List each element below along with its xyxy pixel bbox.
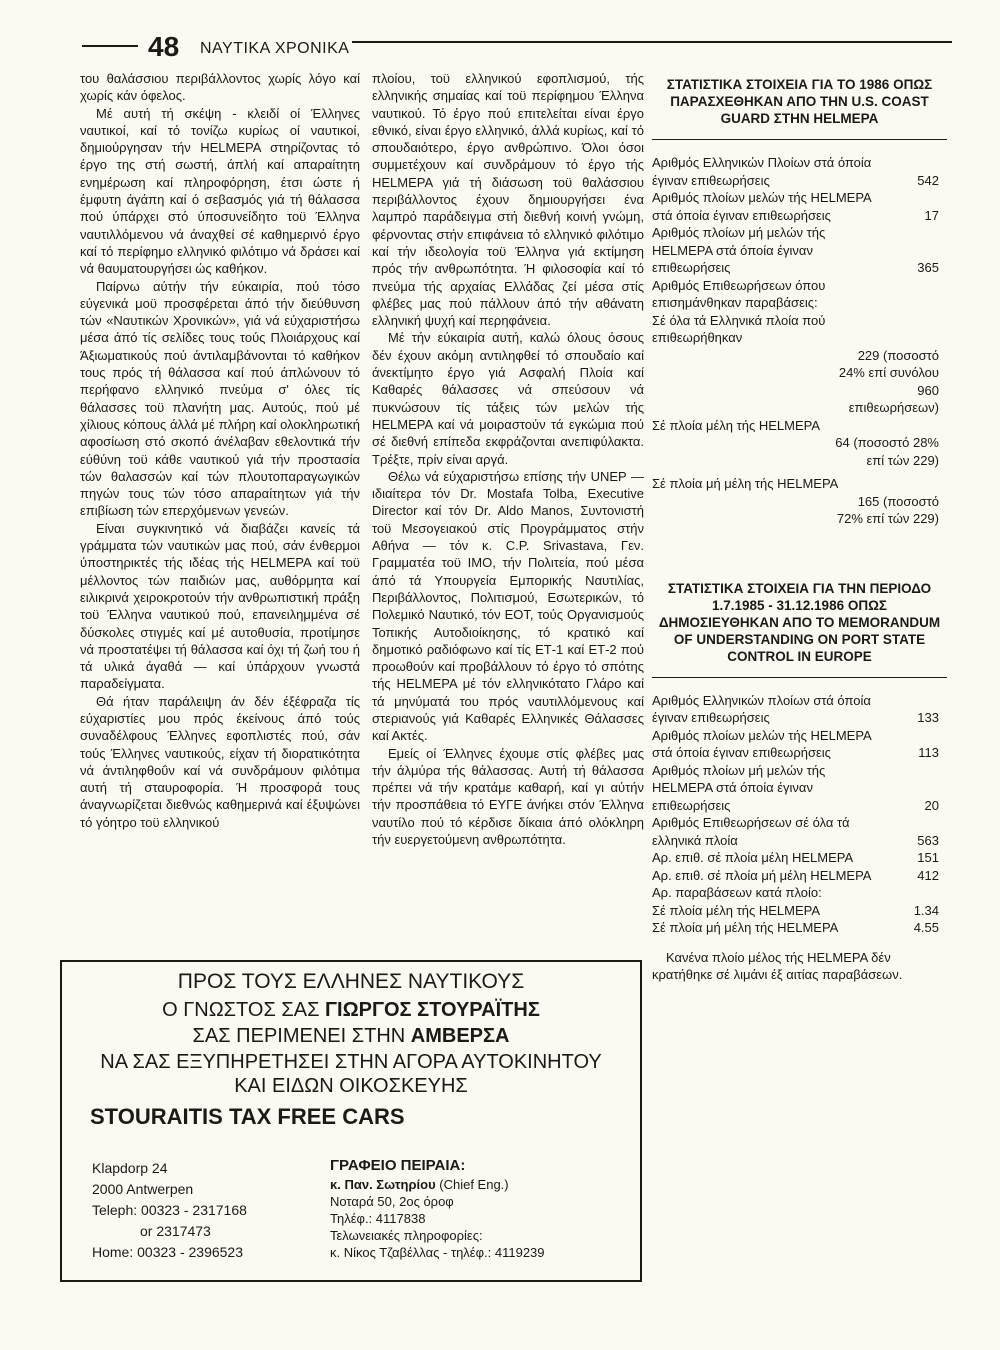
stat-label: Αριθμός Επιθεωρήσεων σέ όλα τά ελληνικά πλοία [652, 815, 850, 848]
paragraph: Εμείς οί Έλληνες έχουμε στίς φλέβες μας τήν άλμύρα τής θάλασσας. Αυτή τή θάλασσα πρέπει νά τήν κρατάμε καθαρή, καί γι αύτήν τήν προσπάθεια τό ΕΥΓΕ άνήκει στόν Έλληνα ναυτίλο πού τό κέρδισε δίκαια άπό ολόκληρη τήν ευεργετούμενη ανθρωπότητα. [372, 745, 644, 848]
stats-port-state-control-title: ΣΤΑΤΙΣΤΙΚΑ ΣΤΟΙΧΕΙΑ ΓΙΑ ΤΗΝ ΠΕΡΙΟΔΟ 1.7.1985 - 31.12.1986 ΟΠΩΣ ΔΗΜΟΣΙΕΥΘΗΚΑΝ ΑΠΟ ΤΟ MEMORANDUM OF UNDERSTANDING ON PORT STATE CONTROL IN EUROPE [658, 580, 941, 664]
stat-label: Σέ πλοία μέλη τής HELMEPA [652, 417, 820, 433]
paragraph: του θαλάσσιου περιβάλλοντος χωρίς λόγο καί χωρίς κάν όφελος. [80, 71, 360, 104]
stat-value: 412 [917, 867, 939, 883]
stat-label: Αρ. παραβάσεων κατά πλοίο: [652, 885, 822, 900]
divider [652, 677, 947, 678]
ad-office-line: Τηλέφ.: 4117838 [330, 1211, 426, 1226]
ad-address-line: or 2317473 [140, 1223, 211, 1239]
stat-label: Αριθμός πλοίων μή μελών τής HELMEPA στά όποία έγιναν επιθεωρήσεις [652, 225, 826, 275]
stat-row [652, 154, 947, 189]
ad-office-line: κ. Νίκος Τζαβέλλας - τηλέφ.: 4119239 [330, 1245, 545, 1260]
ad-line-5: ΚΑΙ ΕΙΔΩΝ ΟΙΚΟΣΚΕΥΗΣ [234, 1075, 468, 1097]
article-column-2 [372, 70, 644, 848]
ad-line-2-prefix: Ο ΓΝΩΣΤΟΣ ΣΑΣ [162, 999, 320, 1021]
stat-row [652, 475, 947, 528]
advertisement-box [60, 960, 642, 1282]
ad-office-line: Νοταρά 50, 2ος όροφ [330, 1194, 454, 1209]
ad-line-4: ΝΑ ΣΑΣ ΕΞΥΠΗΡΕΤΗΣΕΙ ΣΤΗΝ ΑΓΟΡΑ ΑΥΤΟΚΙΝΗΤΟΥ [100, 1051, 602, 1073]
paragraph: Θέλω νά εύχαριστήσω επίσης τήν UNEP — ιδιαίτερα τόν Dr. Mostafa Tolba, Executive Director καί τόν Dr. Aldo Manos, Συντονιστή τοϋ Μεσογειακού στίς Προγράμματος στήν Αθήνα — τόν κ. C.P. Srivastava, Γεν. Γραμματέα τοϋ ΙΜΟ, τήν Πολιτεία, πού μέσα άπό τά Υπουργεία Εμπορικής Ναυτιλίας, Περιβάλλοντος, Πολιτισμού, Εσωτερικών, τό Πολεμικό Ναυτικό, τόν ΕΟΤ, τούς Οργανισμούς Τοπικής Αυτοδιοίκησης, τό κρατικό καί δημοτικό ραδιόφωνο καί τίς ΕΤ-1 καί ΕΤ-2 πού προωθούν καί προβάλλουν τό έργο τό σπότης τής HELMEPA μέ τόν ελληνικότατο Γλάρο καί τά μηνύματά του πρός ναυτιλλόμενους καί στεριανούς γιά Καθαρές Ελληνικές Θάλασσες καί Ακτές. [372, 468, 644, 744]
ad-office-line: Τελωνειακές πληροφορίες: [330, 1228, 483, 1243]
stat-value: 151 [917, 850, 939, 865]
stat-row [652, 867, 947, 885]
ad-headline: ΠΡΟΣ ΤΟΥΣ ΕΛΛΗΝΕΣ ΝΑΥΤΙΚΟΥΣ [177, 970, 525, 993]
stat-row [652, 727, 947, 762]
page-header [82, 30, 952, 64]
stats-closing-note: Κανένα πλοίο μέλος τής HELMEPA δέν κρατήθηκε σέ λιμάνι έξ αιτίας παραβάσεων. [652, 949, 903, 982]
stat-row [652, 919, 947, 937]
stat-value: 542 [917, 172, 939, 188]
stat-row [652, 762, 947, 815]
ad-address-block [92, 1158, 247, 1263]
ad-office-contact-name: κ. Παν. Σωτηρίου [330, 1177, 436, 1192]
stat-row [652, 277, 947, 312]
stat-label: Σέ πλοία μή μέλη τής HELMEPA [652, 476, 839, 491]
ad-brand: STOURAITIS TAX FREE CARS [90, 1104, 405, 1129]
stat-label: Αριθμός Ελληνικών Πλοίων στά όποία έγιναν επιθεωρήσεις [652, 155, 872, 188]
magazine-title: ΝΑΥΤΙΚΑ ΧΡΟΝΙΚΑ [200, 40, 350, 57]
header-rule-left [82, 45, 138, 47]
stat-label: Αριθμός Επιθεωρήσεων όπου επισημάνθηκαν παραβάσεις: [652, 277, 826, 310]
stat-value: 1.34 [913, 902, 939, 918]
ad-piraeus-office [330, 1156, 545, 1261]
stat-row [652, 902, 947, 920]
ad-address-line: Teleph: 00323 - 2317168 [92, 1202, 247, 1218]
stat-value: 229 (ποσοστό 24% επί συνόλου 960 επιθεωρήσεων) [838, 347, 939, 415]
stat-value: 64 (ποσοστό 28% επί τών 229) [835, 435, 939, 468]
ad-line-2 [62, 998, 640, 1022]
ad-person-name: ΓΙΩΡΓΟΣ ΣΤΟΥΡΑΪΤΗΣ [325, 999, 540, 1021]
ad-address-line: Home: 00323 - 2396523 [92, 1244, 243, 1260]
stat-row [652, 312, 947, 417]
paragraph: Παίρνω αύτήν τήν εύκαιρία, πού τόσο εύγενικά μοϋ προσφέρεται άπό τήν διεύθυνση τών «Ναυτικών Χρονικών», γιά νά εύχαριστήσω μέσα άπό τίς σελίδες τους τούς Πλοιάρχους καί Άξιωματικούς πού άντιλαμβάνονται τό καθήκον τους πρός τή θάλασσα καί πού άπλώνουν τό περήφανο ελληνικό πνεύμα σ' όλες τίς θάλασσες τοϋ πλανήτη μας. Αυτούς, πού μέ χίλιους κόπους άλλά μέ πλήρη καί ολοκληρωτική αφοσίωση στό σκοπό άνέλαβαν εθελοντικά τήν εύθύνη τοϋ κάθε ναυτικού γιά τήν προστασία τών θαλασσών καί τών πλουτοπαραγωγικών πηγών τους τών τόσο απαραίτητων γιά τήν επιβίωση τών επερχόμενων γενεών. [80, 278, 360, 519]
ad-line-3 [62, 1024, 640, 1048]
stat-row [652, 849, 947, 867]
paragraph: Είναι συγκινητικό νά διαβάζει κανείς τά γράμματα τών ναυτικών μας πού, σάν ένθερμοι ύποστηρικτές τής ιδέας τής HELMEPA καί τοϋ μέλλοντος τών παιδιών μας, αυθόρμητα καί ειλικρινά χειροκροτούν τήν ανθρωπιστική πράξη τοϋ Έλληνα ναυτικού πού, επανειλημμένα σέ δύσκολες στιγμές καί μέ αυτοθυσία, προτίμησε νά προστατέψει τή θάλασσα καί όχι τή ζωή του ή τά υλικά άγαθά — καί ύπάρχουν γνωστά παραδείγματα. [80, 520, 360, 692]
stat-value: 20 [924, 797, 939, 813]
stat-row [652, 189, 947, 224]
stat-value: 563 [917, 832, 939, 848]
stat-label: Αριθμός πλοίων μή μελών τής HELMEPA στά όποία έγιναν επιθεωρήσεις [652, 762, 826, 813]
ad-office-contact-role: (Chief Eng.) [439, 1177, 509, 1192]
stats-us-coast-guard-title: ΣΤΑΤΙΣΤΙΚΑ ΣΤΟΙΧΕΙΑ ΓΙΑ ΤΟ 1986 ΟΠΩΣ ΠΑΡΑΣΧΕΘΗΚΑΝ ΑΠΟ ΤΗΝ U.S. COAST GUARD ΣΤΗΝ HELMEPA [666, 77, 933, 126]
stat-label: Σέ πλοία μή μέλη τής HELMEPA [652, 920, 839, 935]
stat-row [652, 884, 947, 902]
stat-value: 165 (ποσοστό 72% επί τών 229) [836, 493, 939, 526]
stat-row [652, 692, 947, 727]
ad-line-3-prefix: ΣΑΣ ΠΕΡΙΜΕΝΕΙ ΣΤΗΝ [192, 1025, 406, 1047]
stat-value: 133 [917, 710, 939, 725]
paragraph: Μέ τήν εύκαιρία αυτή, καλώ όλους όσους δέν έχουν ακόμη αντιληφθεί τό σπουδαίο καί άνεκτίμητο έργο γιά Ασφαλή Πλοία καί Καθαρές θάλασσες νά σπεύσουν νά πυκνώσουν τίς τάξεις τών μελών τής HELMEPA καί νά μοιραστούν τά εγκώμια πού σέ διεθνή επίπεδα εκφράζονται ανεπιφύλακτα. Τρέξτε, πρίν είναι αργά. [372, 330, 644, 467]
ad-office-contact [330, 1176, 545, 1193]
stat-value: 17 [924, 207, 939, 223]
stat-label: Αριθμός Ελληνικών πλοίων στά όποία έγιναν επιθεωρήσεις [652, 692, 871, 725]
stat-label: Αριθμός πλοίων μελών τής HELMEPA στά όποία έγιναν επιθεωρήσεις [652, 727, 871, 760]
stat-value: 4.55 [913, 920, 939, 935]
stat-label: Σέ όλα τά Ελληνικά πλοία πού επιθεωρήθηκαν [652, 312, 826, 345]
paragraph: πλοίου, τοϋ ελληνικού εφοπλισμού, τής ελληνικής σημαίας καί τοϋ περίφημου Έλληνα ναυτικού. Τό έργο πού επιτελείται είναι έργο εθνικό, είναι έργο ελληνικό, άλλά κυρίως, καί τό σπουδαιότερο, έργο ανθρώπινο. Όλοι όσοι συμμετέχουν καί συνδράμουν τό έργο τής HELMEPA γιά τή διάσωση τοϋ θαλάσσιου περιβάλλοντος έχουν δημιουργήσει ένα λαμπρό παράδειγμα στή διεθνή κοινή γνώμη, φέρνοντας στήν επιφάνεια τό ελληνικό φιλότιμο καί τήν ιδεολογία τοϋ Έλληνα γιά εκτίμηση πρός τήν ανθρωπότητα. Ή φιλοσοφία καί τό πνεύμα τής αρχαίας Ελλάδας ζεί μέσα στίς φλέβες μας πού πάλλουν άπό τήν αθάνατη ελληνική ψυχή καί περηφάνεια. [372, 71, 644, 329]
divider [652, 139, 947, 140]
article-column-1 [80, 70, 360, 831]
paragraph: Μέ αυτή τή σκέψη - κλειδί οί Έλληνες ναυτικοί, καί τό τονίζω κυρίως οί ναυτικοί, δημιούργησαν τήν HELMEPA στηρίζοντας τό έργο της στή σωστή, άπλή καί απαραίτητη ενημέρωση καί πληροφόρηση, έτσι ώστε ή έμφυτη άγάπη καί ό σεβασμός γιά τή θάλασσα πού ύπάρχει στό ύποσυνείδητο τοϋ Έλληνα ναυτιλλόμενου νά άναχθεί σέ καθημερινό έργο καί τό περίφημο ελληνικό φιλότιμο νά δράσει καί νά θαυματουργήσει ώς καθήκον. [80, 105, 360, 277]
stat-label: Αρ. επιθ. σέ πλοία μέλη HELMEPA [652, 850, 854, 865]
ad-address-line: Klapdorp 24 [92, 1160, 168, 1176]
ad-office-title: ΓΡΑΦΕΙΟ ΠΕΙΡΑΙΑ: [330, 1157, 466, 1174]
ad-city: ΑΜΒΕΡΣΑ [410, 1025, 510, 1047]
statistics-column [652, 76, 947, 984]
stat-row [652, 814, 947, 849]
stat-row [652, 224, 947, 277]
stat-label: Αρ. επιθ. σέ πλοία μή μέλη HELMEPA [652, 867, 872, 883]
paragraph: Θά ήταν παράλειψη άν δέν έξέφραζα τίς εύχαριστίες μου πρός έκείνους άπό τούς συναδέλφους Έλληνες εφοπλιστές πού, σάν τούς Έλληνες ναυτικούς, είχαν τή διορατικότητα νά άντιληφθοΰν καί νά συνδράμουν φιλότιμα αυτή τή σταυροφορία. Ή προσφορά τους άναγνωρίζεται διεθνώς καθημερινά καί έξυψώνει τό γόητρο τοϋ ελληνικού [80, 693, 360, 830]
page-number: 48 [148, 31, 180, 62]
header-rule-right [352, 41, 952, 43]
stat-label: Αριθμός πλοίων μελών τής HELMEPA στά όποία έγιναν επιθεωρήσεις [652, 190, 871, 223]
stat-label: Σέ πλοία μέλη τής HELMEPA [652, 902, 820, 918]
stat-value: 365 [917, 260, 939, 275]
stat-row [652, 417, 947, 470]
stat-value: 113 [918, 745, 939, 760]
ad-address-line: 2000 Antwerpen [92, 1181, 194, 1197]
